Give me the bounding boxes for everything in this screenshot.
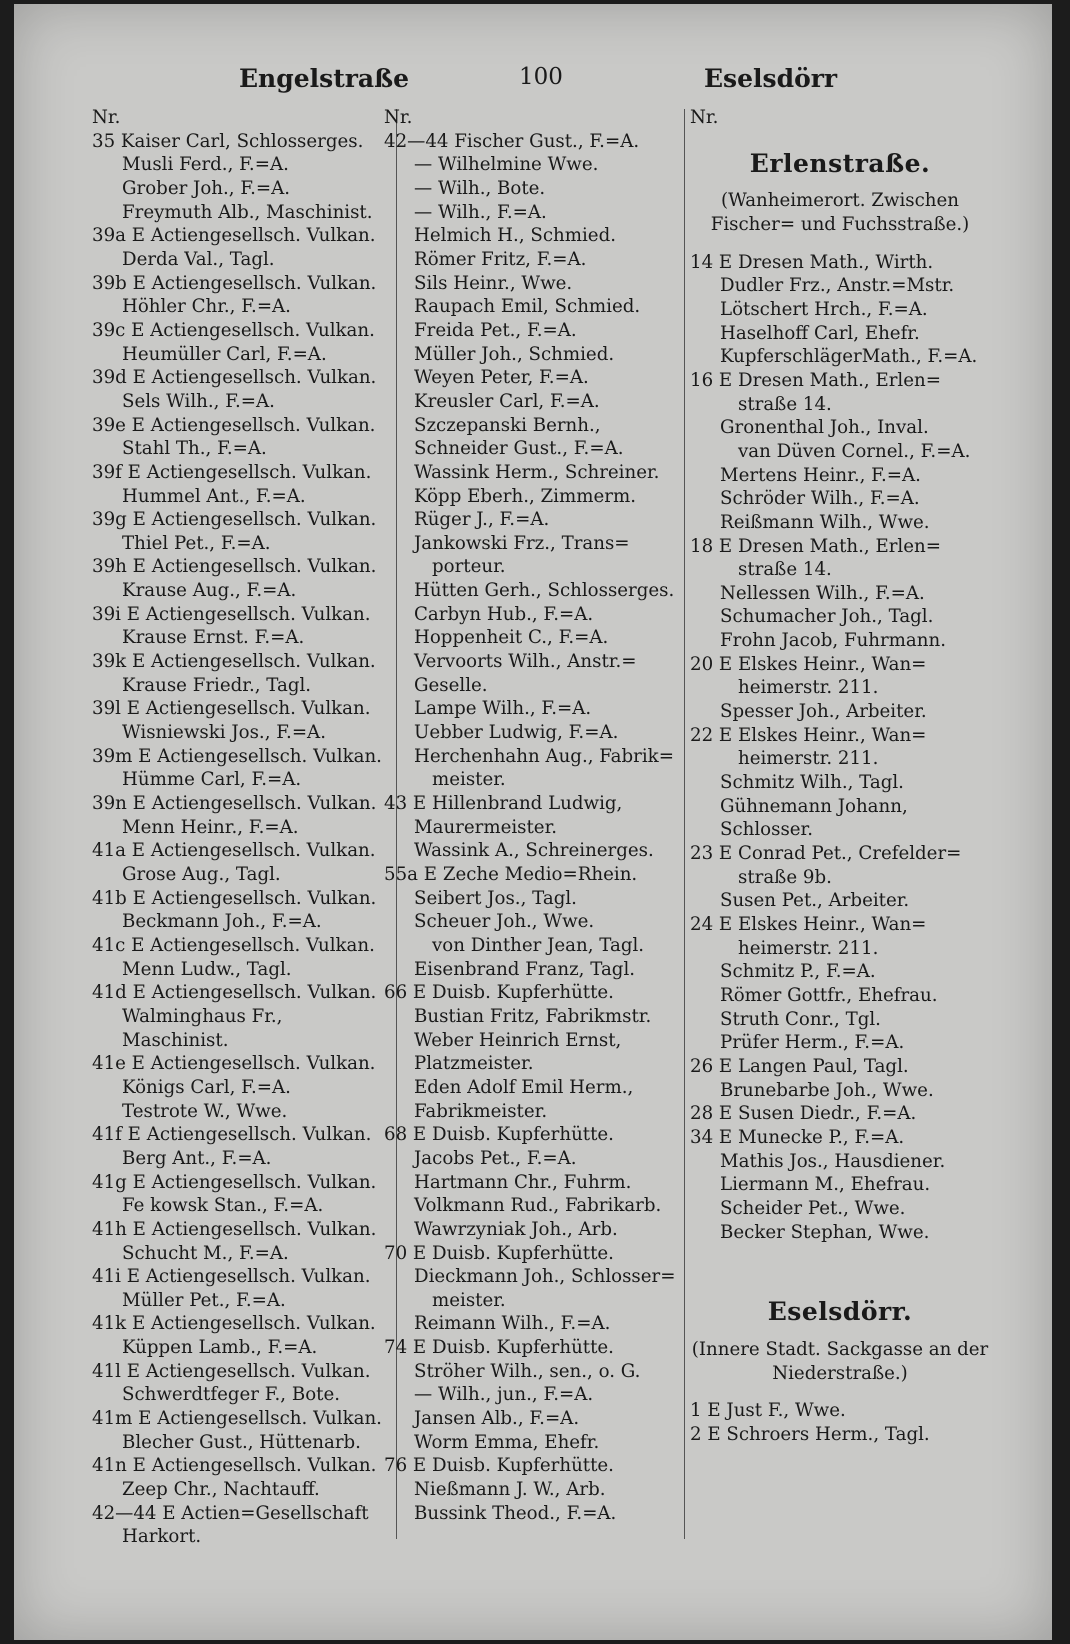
directory-entry: Schwerdtfeger F., Bote. (122, 1384, 341, 1406)
directory-entry: 41d E Actiengesellsch. Vulkan. (92, 982, 377, 1004)
directory-entry: Lötschert Hrch., F.=A. (720, 298, 928, 320)
directory-entry: Heumüller Carl, F.=A. (122, 343, 327, 365)
directory-entry: 66 E Duisb. Kupferhütte. (384, 982, 614, 1004)
directory-entry: Platzmeister. (414, 1053, 534, 1075)
directory-entry: 76 E Duisb. Kupferhütte. (384, 1455, 614, 1477)
directory-entry: Römer Fritz, F.=A. (414, 248, 587, 270)
section-entries-eselsdoerr (690, 1399, 990, 1446)
directory-entry: 39l E Actiengesellsch. Vulkan. (92, 698, 371, 720)
directory-entry: Schmitz P., F.=A. (720, 961, 876, 983)
directory-entry: — Wilh., F.=A. (414, 201, 547, 223)
directory-entry: 41b E Actiengesellsch. Vulkan. (92, 887, 377, 909)
directory-entry: 39c E Actiengesellsch. Vulkan. (92, 319, 375, 341)
directory-entry: straße 14. (738, 559, 832, 581)
directory-entry: Beckmann Joh., F.=A. (122, 911, 322, 933)
directory-entry: 55a E Zeche Medio=Rhein. (384, 864, 638, 885)
directory-entry: KupferschlägerMath., F.=A. (720, 346, 978, 368)
directory-entry: 41l E Actiengesellsch. Vulkan. (92, 1360, 371, 1382)
directory-entry: Carbyn Hub., F.=A. (414, 603, 594, 625)
directory-entry: Harkort. (122, 1526, 202, 1548)
directory-entry: 16 E Dresen Math., Erlen= (690, 369, 941, 391)
directory-entry: Fabrikmeister. (414, 1100, 548, 1122)
directory-entry: Schumacher Joh., Tagl. (720, 606, 934, 628)
directory-entry: 41i E Actiengesellsch. Vulkan. (92, 1266, 371, 1288)
directory-entry: Uebber Ludwig, F.=A. (414, 722, 619, 744)
directory-entry: 26 E Langen Paul, Tagl. (690, 1055, 909, 1077)
directory-entry: Jansen Alb., F.=A. (414, 1408, 580, 1430)
directory-entry: Römer Gottfr., Ehefrau. (720, 984, 938, 1006)
column-engelstrasse-2 (384, 106, 684, 1525)
directory-entry: 18 E Dresen Math., Erlen= (690, 535, 941, 557)
directory-entry: meister. (432, 769, 506, 791)
section-note-eselsdoerr: (Innere Stadt. Sackgasse an der Niederstraße.) (691, 1338, 989, 1384)
directory-entry: Stahl Th., F.=A. (122, 438, 267, 460)
directory-entry: van Düven Cornel., F.=A. (738, 440, 971, 462)
directory-entry: 39i E Actiengesellsch. Vulkan. (92, 603, 371, 625)
directory-entry: 39h E Actiengesellsch. Vulkan. (92, 556, 377, 578)
directory-entry: Freymuth Alb., Maschinist. (122, 201, 373, 223)
directory-entry: 20 E Elskes Heinr., Wan= (690, 653, 927, 675)
directory-entry: 42—44 Fischer Gust., F.=A. (384, 130, 640, 152)
directory-entry: Küppen Lamb., F.=A. (122, 1337, 318, 1359)
directory-entry: 41k E Actiengesellsch. Vulkan. (92, 1313, 376, 1335)
directory-entry: — Wilhelmine Wwe. (414, 154, 599, 176)
directory-entry: 34 E Munecke P., F.=A. (690, 1126, 905, 1148)
directory-entry: Becker Stephan, Wwe. (720, 1221, 930, 1243)
directory-entry: Raupach Emil, Schmied. (414, 296, 641, 318)
directory-entry: Menn Heinr., F.=A. (122, 816, 299, 838)
directory-entry: Wassink Herm., Schreiner. (414, 461, 660, 483)
column-divider (684, 109, 685, 1539)
directory-entry: Bussink Theod., F.=A. (414, 1502, 617, 1524)
directory-entry: 23 E Conrad Pet., Crefelder= (690, 843, 962, 865)
header-right-street: Eselsdörr (704, 64, 838, 93)
directory-entry: Jankowski Frz., Trans= (414, 532, 630, 554)
directory-entry: Hummel Ant., F.=A. (122, 485, 306, 507)
directory-entry: 41a E Actiengesellsch. Vulkan. (92, 840, 376, 862)
directory-entry: Köpp Eberh., Zimmerm. (414, 485, 636, 507)
directory-entry: Hütten Gerh., Schlosserges. (414, 580, 675, 602)
directory-entry: 41c E Actiengesellsch. Vulkan. (92, 934, 375, 956)
directory-entry: Grose Aug., Tagl. (122, 864, 281, 885)
directory-entry: Fe kowsk Stan., F.=A. (122, 1195, 324, 1217)
directory-entry: 39m E Actiengesellsch. Vulkan. (92, 745, 382, 767)
directory-entry: Kreusler Carl, F.=A. (414, 390, 600, 412)
directory-entry: porteur. (432, 556, 506, 578)
directory-entry: 39e E Actiengesellsch. Vulkan. (92, 414, 376, 436)
directory-entry: Prüfer Herm., F.=A. (720, 1032, 905, 1054)
directory-entry: Krause Friedr., Tagl. (122, 674, 312, 696)
directory-entry: Brunebarbe Joh., Wwe. (720, 1079, 934, 1101)
directory-entry: Vervoorts Wilh., Anstr.= (414, 651, 637, 673)
directory-entry: meister. (432, 1289, 506, 1311)
directory-entry: Eden Adolf Emil Herm., (414, 1076, 634, 1098)
directory-entry: Wassink A., Schreinerges. (414, 840, 654, 862)
directory-entry: Schucht M., F.=A. (122, 1242, 289, 1264)
directory-entry: Ströher Wilh., sen., o. G. (414, 1360, 641, 1382)
directory-entry: 68 E Duisb. Kupferhütte. (384, 1124, 614, 1146)
directory-entry: Eisenbrand Franz, Tagl. (414, 958, 636, 980)
directory-entry: Mertens Heinr., F.=A. (720, 464, 921, 486)
directory-entry: Gronenthal Joh., Inval. (720, 417, 929, 439)
directory-entry: heimerstr. 211. (738, 677, 879, 699)
directory-entry: Menn Ludw., Tagl. (122, 958, 292, 980)
directory-entry: Schneider Gust., F.=A. (414, 438, 624, 460)
directory-entry: 39f E Actiengesellsch. Vulkan. (92, 461, 372, 483)
directory-entry: Jacobs Pet., F.=A. (414, 1147, 577, 1169)
directory-entry: Berg Ant., F.=A. (122, 1147, 272, 1169)
directory-entry: Hartmann Chr., Fuhrm. (414, 1171, 632, 1193)
section-note-erlenstrasse: (Wanheimerort. Zwischen Fischer= und Fuchsstraße.) (710, 190, 970, 235)
directory-entry: 14 E Dresen Math., Wirth. (690, 251, 934, 273)
directory-entry: Nr. (384, 107, 413, 128)
column-right (690, 106, 990, 1446)
directory-entry: 41m E Actiengesellsch. Vulkan. (92, 1408, 382, 1430)
directory-entry: 70 E Duisb. Kupferhütte. (384, 1242, 614, 1264)
section-entries-erlenstrasse (690, 251, 990, 1245)
directory-entry: 39k E Actiengesellsch. Vulkan. (92, 651, 376, 673)
directory-entry: 39d E Actiengesellsch. Vulkan. (92, 367, 377, 389)
page-number: 100 (519, 64, 563, 90)
directory-entry: Volkmann Rud., Fabrikarb. (414, 1195, 662, 1217)
directory-entry: Krause Aug., F.=A. (122, 580, 297, 602)
directory-entry: Müller Joh., Schmied. (414, 343, 615, 365)
header-left-street: Engelstraße (239, 64, 410, 93)
directory-entry: Müller Pet., F.=A. (122, 1289, 286, 1311)
directory-entry: Spesser Joh., Arbeiter. (720, 701, 927, 723)
directory-entry: Scheuer Joh., Wwe. (414, 911, 595, 933)
page-header (14, 64, 1052, 104)
directory-entry: Musli Ferd., F.=A. (122, 154, 289, 176)
directory-entry: 28 E Susen Diedr., F.=A. (690, 1103, 917, 1125)
section-title-erlenstrasse: Erlenstraße. (749, 148, 931, 178)
directory-entry: Maurermeister. (414, 816, 558, 838)
directory-entry: Geselle. (414, 674, 488, 696)
directory-entry: 39b E Actiengesellsch. Vulkan. (92, 272, 377, 294)
directory-entry: Liermann M., Ehefrau. (720, 1174, 931, 1196)
directory-entry: Worm Emma, Ehefr. (414, 1431, 600, 1453)
directory-entry: Mathis Jos., Hausdiener. (720, 1150, 946, 1172)
directory-entry: 2 E Schroers Herm., Tagl. (690, 1423, 930, 1445)
directory-entry: Nellessen Wilh., F.=A. (720, 582, 925, 604)
directory-entry: Grober Joh., F.=A. (122, 177, 291, 199)
directory-entry: heimerstr. 211. (738, 748, 879, 770)
directory-entry: Susen Pet., Arbeiter. (720, 890, 910, 912)
directory-entry: Reißmann Wilh., Wwe. (720, 511, 930, 533)
directory-entry: Gühnemann Johann, (720, 795, 908, 817)
directory-entry: Seibert Jos., Tagl. (414, 887, 577, 909)
directory-entry: 39a E Actiengesellsch. Vulkan. (92, 225, 376, 247)
directory-entry: Dudler Frz., Anstr.=Mstr. (720, 275, 955, 297)
directory-entry: Schröder Wilh., F.=A. (720, 488, 920, 510)
directory-entry: Haselhoff Carl, Ehefr. (720, 322, 920, 344)
column-engelstrasse-1 (92, 106, 392, 1549)
section-title-eselsdoerr: Eselsdörr. (767, 1297, 913, 1327)
directory-entry: Frohn Jacob, Fuhrmann. (720, 630, 946, 652)
directory-entry: Blecher Gust., Hüttenarb. (122, 1431, 361, 1453)
directory-entry: Reimann Wilh., F.=A. (414, 1313, 611, 1335)
directory-entry: 39g E Actiengesellsch. Vulkan. (92, 509, 377, 531)
directory-entry: 24 E Elskes Heinr., Wan= (690, 914, 927, 935)
directory-entry: Wisniewski Jos., F.=A. (122, 722, 326, 744)
directory-entry: Walminghaus Fr., (122, 1005, 283, 1027)
directory-entry: Hoppenheit C., F.=A. (414, 627, 609, 649)
directory-entry: Herchenhahn Aug., Fabrik= (414, 745, 674, 767)
directory-entry: 74 E Duisb. Kupferhütte. (384, 1337, 614, 1359)
directory-entry: 39n E Actiengesellsch. Vulkan. (92, 793, 377, 815)
directory-entry: von Dinther Jean, Tagl. (432, 934, 645, 956)
directory-entry: Helmich H., Schmied. (414, 225, 616, 247)
directory-entry: Testrote W., Wwe. (122, 1100, 288, 1122)
directory-entry: Scheider Pet., Wwe. (720, 1197, 906, 1219)
directory-entry: Königs Carl, F.=A. (122, 1076, 291, 1098)
directory-entry: 41h E Actiengesellsch. Vulkan. (92, 1218, 377, 1240)
directory-entry: Krause Ernst. F.=A. (122, 627, 305, 649)
directory-entry: Struth Conr., Tgl. (720, 1008, 881, 1030)
directory-entry: Weyen Peter, F.=A. (414, 367, 589, 389)
nr-label: Nr. (690, 107, 719, 128)
directory-entry: Lampe Wilh., F.=A. (414, 698, 592, 720)
directory-entry: Zeep Chr., Nachtauff. (122, 1479, 320, 1501)
directory-entry: 42—44 E Actien=Gesellschaft (92, 1502, 369, 1524)
directory-entry: Schlosser. (720, 819, 814, 841)
directory-entry: 35 Kaiser Carl, Schlosserges. (92, 130, 364, 152)
directory-entry: — Wilh., Bote. (414, 177, 546, 199)
directory-entry: Nr. (92, 107, 121, 128)
directory-page (14, 4, 1052, 1640)
directory-entry: Hümme Carl, F.=A. (122, 769, 302, 791)
directory-entry: Sels Wilh., F.=A. (122, 390, 275, 412)
directory-entry: Freida Pet., F.=A. (414, 319, 577, 341)
directory-entry: 41e E Actiengesellsch. Vulkan. (92, 1053, 376, 1075)
directory-entry: straße 14. (738, 393, 832, 415)
directory-entry: Dieckmann Joh., Schlosser= (414, 1266, 676, 1288)
directory-entry: Nießmann J. W., Arb. (414, 1479, 606, 1501)
directory-entry: Höhler Chr., F.=A. (122, 296, 291, 318)
directory-entry: Weber Heinrich Ernst, (414, 1029, 622, 1051)
directory-entry: — Wilh., jun., F.=A. (414, 1384, 594, 1406)
directory-entry: 43 E Hillenbrand Ludwig, (384, 793, 623, 815)
directory-entry: Sils Heinr., Wwe. (414, 272, 573, 294)
directory-entry: Szczepanski Bernh., (414, 414, 601, 436)
directory-entry: Derda Val., Tagl. (122, 248, 275, 270)
directory-entry: 41g E Actiengesellsch. Vulkan. (92, 1171, 377, 1193)
directory-entry: 41n E Actiengesellsch. Vulkan. (92, 1455, 377, 1477)
directory-entry: straße 9b. (738, 866, 832, 888)
directory-entry: Maschinist. (122, 1029, 229, 1051)
directory-entry: Schmitz Wilh., Tagl. (720, 772, 904, 794)
directory-entry: 22 E Elskes Heinr., Wan= (690, 724, 927, 746)
directory-entry: heimerstr. 211. (738, 937, 879, 959)
directory-entry: Wawrzyniak Joh., Arb. (414, 1218, 618, 1240)
directory-entry: Thiel Pet., F.=A. (122, 532, 271, 554)
directory-entry: 1 E Just F., Wwe. (690, 1400, 846, 1422)
directory-entry: 41f E Actiengesellsch. Vulkan. (92, 1124, 372, 1146)
directory-entry: Rüger J., F.=A. (414, 509, 550, 531)
directory-entry: Bustian Fritz, Fabrikmstr. (414, 1005, 652, 1027)
